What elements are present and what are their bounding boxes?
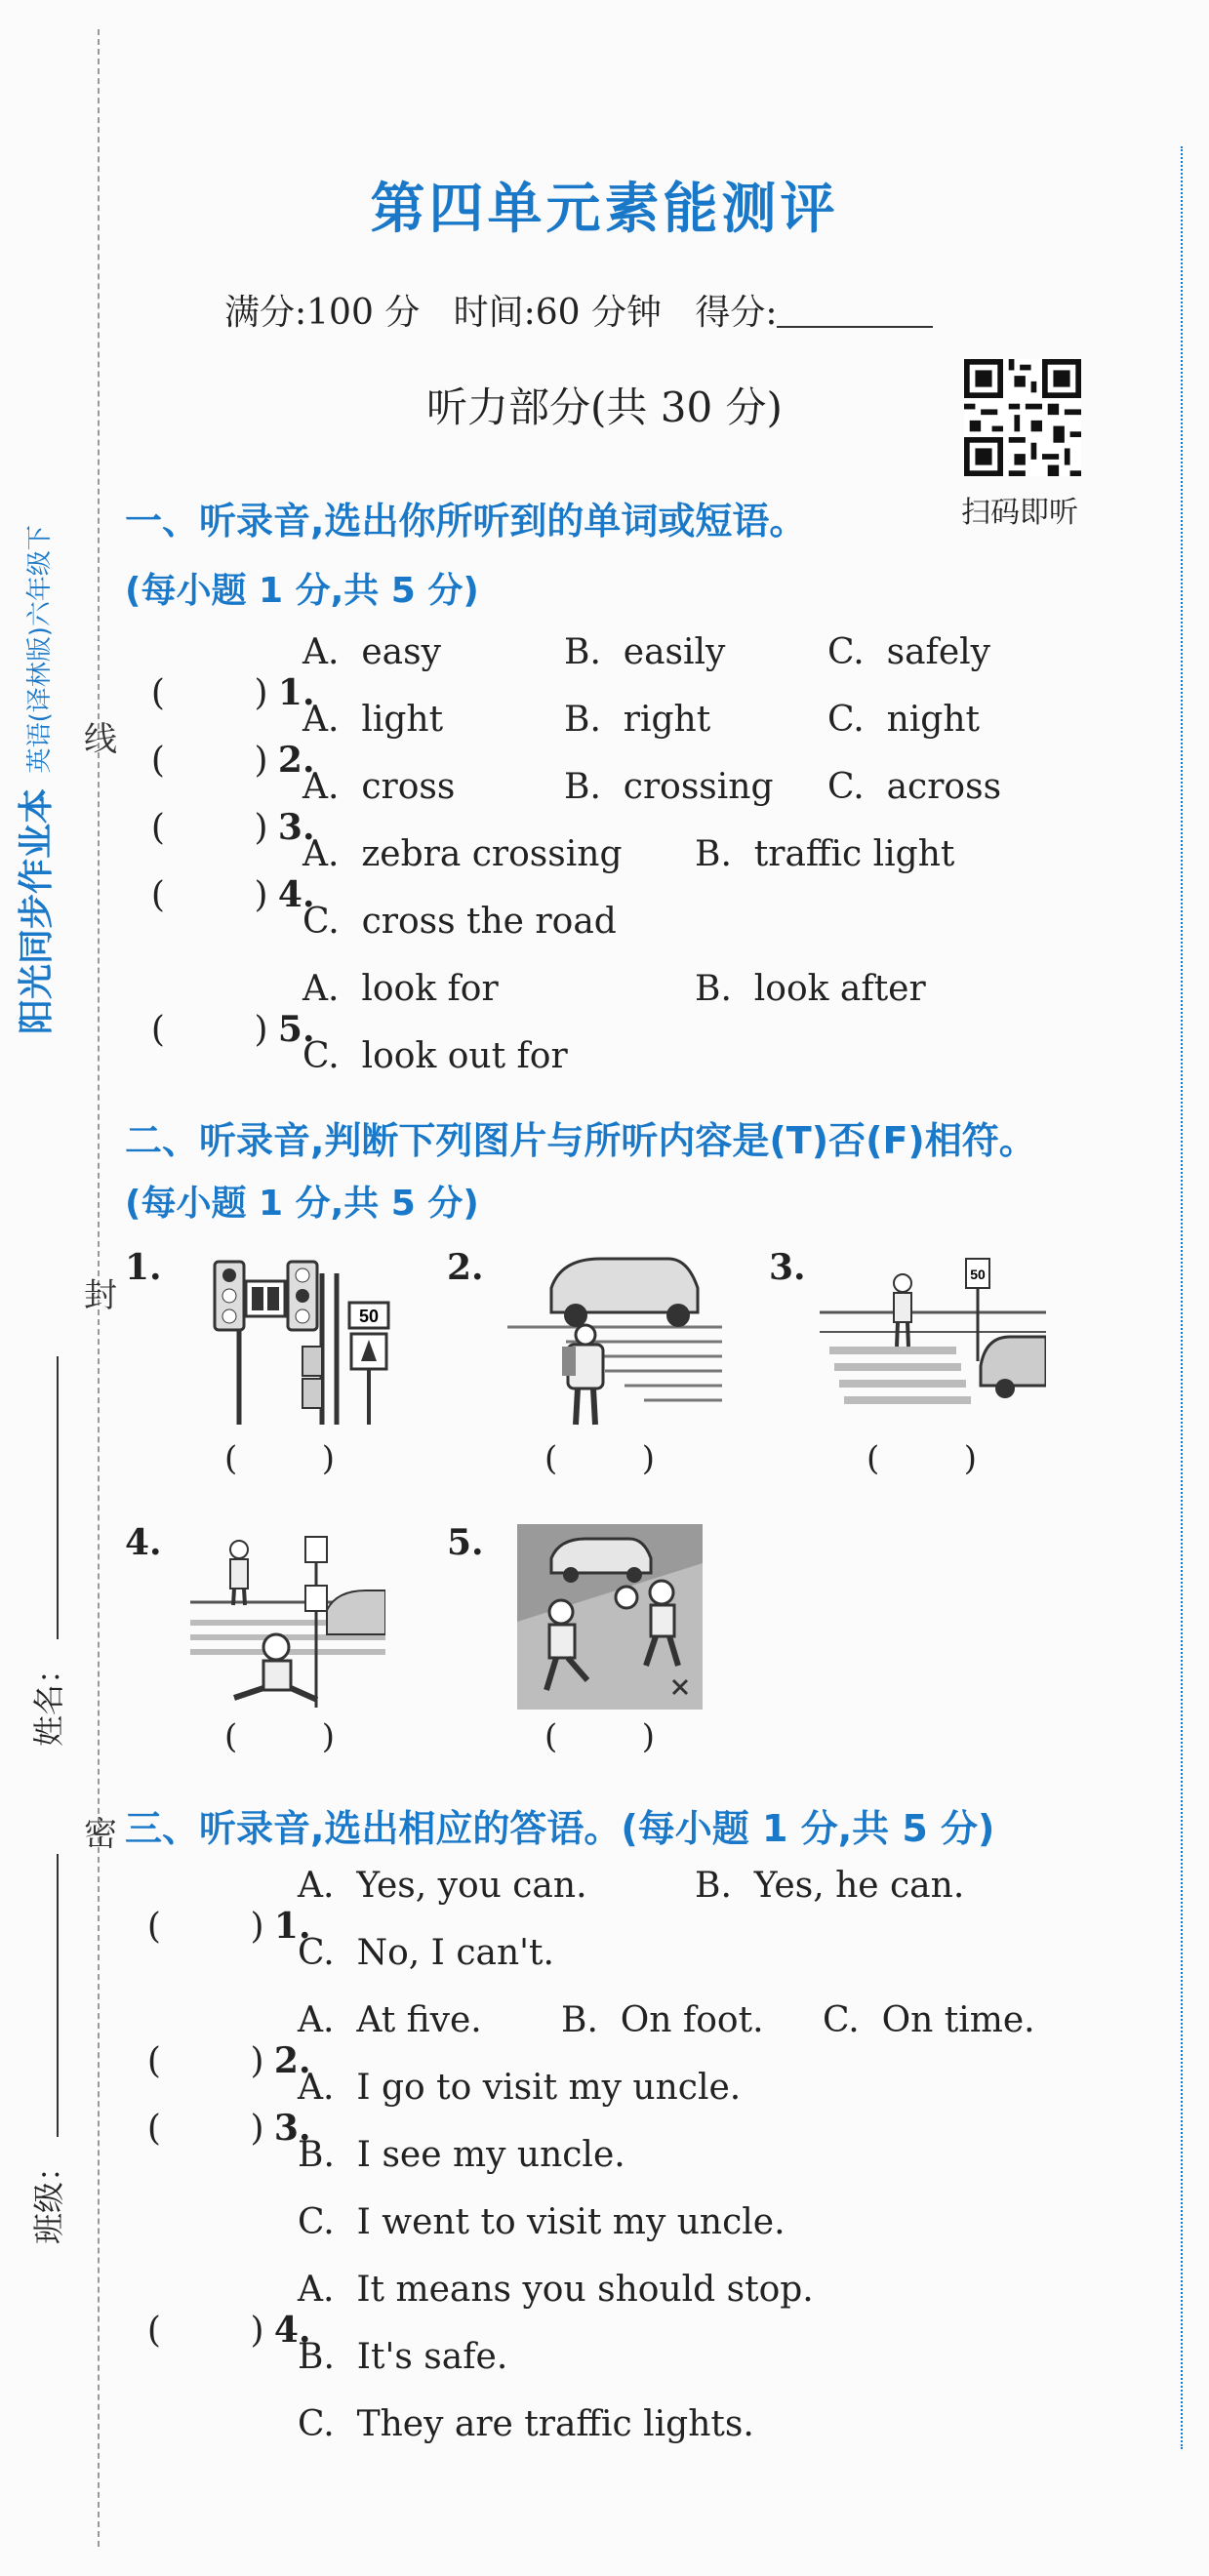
p3-q1-b: B. Yes, he can. — [695, 1866, 965, 1906]
p1-q2-c: C. night — [827, 700, 980, 740]
p1-q1-b: B. easily — [564, 632, 726, 672]
p1-q1-a: A. easy — [302, 632, 441, 672]
p1-q5 — [129, 969, 314, 1050]
class-label: 班级： — [30, 2150, 67, 2244]
p3-q2-a: A. At five. — [298, 2000, 482, 2040]
speed-sign-text: 50 — [358, 1307, 380, 1326]
answer-bracket-3[interactable]: ( ) — [866, 1439, 977, 1478]
p3-q4 — [125, 2270, 310, 2351]
crossing-road-picture — [498, 1249, 732, 1429]
p1-q5-a: A. look for — [302, 969, 499, 1009]
answer-blank[interactable]: ( ) — [150, 875, 268, 915]
p3-q2-c: C. On time. — [823, 2000, 1035, 2040]
p3-q3 — [125, 2068, 310, 2149]
picture-number: 4. — [125, 1522, 162, 1563]
answer-blank[interactable]: ( ) — [150, 808, 268, 848]
score-info-text: 满分:100 分 时间:60 分钟 得分: — [224, 293, 778, 333]
picture-number: 2. — [447, 1247, 484, 1288]
question-number: 3. — [273, 2108, 311, 2149]
p1-q5-b: B. look after — [695, 969, 926, 1009]
p1-q2-b: B. right — [564, 700, 711, 740]
question-number: 3. — [277, 807, 315, 848]
name-label: 姓名： — [30, 1652, 67, 1747]
subject-label: 英语(译林版)六年级下 — [25, 525, 55, 774]
boys-playing-football-picture — [517, 1524, 703, 1710]
question-number: 1. — [277, 672, 315, 713]
boy-sitting-road-picture — [190, 1532, 385, 1708]
question-number: 5. — [277, 1009, 315, 1050]
zebra-crossing-picture — [820, 1254, 1046, 1425]
p1-q3-a: A. cross — [302, 767, 456, 807]
p1-q3-c: C. across — [827, 767, 1002, 807]
p1-q4-a: A. zebra crossing — [302, 834, 623, 874]
qr-code-icon[interactable] — [964, 359, 1081, 476]
picture-number: 1. — [125, 1247, 162, 1288]
answer-blank[interactable]: ( ) — [146, 2311, 264, 2351]
question-number: 4. — [273, 2310, 311, 2351]
score-info — [224, 285, 933, 335]
p3-q4-c: C. They are traffic lights. — [298, 2404, 754, 2444]
p3-q3-a: A. I go to visit my uncle. — [298, 2068, 742, 2108]
part2-heading: 二、听录音,判断下列图片与所听内容是(T)否(F)相符。 — [125, 1119, 1036, 1162]
p3-q4-b: B. It's safe. — [298, 2337, 508, 2377]
answer-blank[interactable]: ( ) — [146, 2109, 264, 2149]
p3-q4-a: A. It means you should stop. — [298, 2270, 814, 2310]
answer-bracket-2[interactable]: ( ) — [544, 1439, 655, 1478]
p3-q2-b: B. On foot. — [561, 2000, 764, 2040]
p3-q1 — [125, 1866, 310, 1947]
score-blank[interactable] — [777, 297, 933, 328]
p3-q3-b: B. I see my uncle. — [298, 2135, 625, 2175]
p1-q5-c: C. look out for — [302, 1036, 568, 1076]
part1-scoring: (每小题 1 分,共 5 分) — [125, 571, 479, 611]
speed-sign-text: 50 — [970, 1267, 986, 1282]
picture-number: 3. — [769, 1247, 806, 1288]
p3-q1-c: C. No, I can't. — [298, 1933, 554, 1973]
answer-bracket-1[interactable]: ( ) — [224, 1439, 335, 1478]
p1-q4-c: C. cross the road — [302, 902, 617, 942]
right-dotted-border — [1181, 146, 1183, 2449]
part2-scoring: (每小题 1 分,共 5 分) — [125, 1184, 479, 1224]
name-blank-line[interactable] — [57, 1356, 59, 1639]
qr-label: 扫码即听 — [961, 496, 1078, 530]
answer-blank[interactable]: ( ) — [146, 2041, 264, 2081]
p1-q2-a: A. light — [302, 700, 444, 740]
question-number: 2. — [273, 2040, 311, 2081]
question-number: 1. — [273, 1906, 311, 1947]
part3-heading: 三、听录音,选出相应的答语。(每小题 1 分,共 5 分) — [125, 1807, 995, 1850]
name-label-box — [29, 1649, 68, 1747]
answer-blank[interactable]: ( ) — [150, 741, 268, 781]
question-number: 4. — [277, 874, 315, 915]
class-blank-line[interactable] — [57, 1854, 59, 2137]
side-brand — [18, 429, 57, 1034]
feng-mark: 封 — [84, 1276, 117, 1315]
p1-q1-c: C. safely — [827, 632, 991, 672]
listening-heading: 听力部分(共 30 分) — [426, 383, 783, 431]
answer-bracket-5[interactable]: ( ) — [544, 1717, 655, 1756]
p1-q4-b: B. traffic light — [695, 834, 955, 874]
answer-blank[interactable]: ( ) — [146, 1907, 264, 1947]
p1-q4 — [129, 834, 314, 915]
picture-number: 5. — [447, 1522, 484, 1563]
p1-q3-b: B. crossing — [564, 767, 774, 807]
mi-mark: 密 — [84, 1815, 117, 1854]
traffic-lights-picture — [176, 1254, 400, 1429]
class-label-box — [29, 2147, 68, 2244]
answer-bracket-4[interactable]: ( ) — [224, 1717, 335, 1756]
page-title: 第四单元素能测评 — [370, 177, 839, 241]
answer-blank[interactable]: ( ) — [150, 1010, 268, 1050]
p3-q1-a: A. Yes, you can. — [298, 1866, 587, 1906]
xian-mark: 线 — [84, 720, 117, 759]
question-number: 2. — [277, 740, 315, 781]
part1-heading: 一、听录音,选出你所听到的单词或短语。 — [125, 500, 807, 543]
p3-q3-c: C. I went to visit my uncle. — [298, 2202, 786, 2242]
brand-name: 阳光同步作业本 — [17, 787, 57, 1034]
answer-blank[interactable]: ( ) — [150, 673, 268, 713]
